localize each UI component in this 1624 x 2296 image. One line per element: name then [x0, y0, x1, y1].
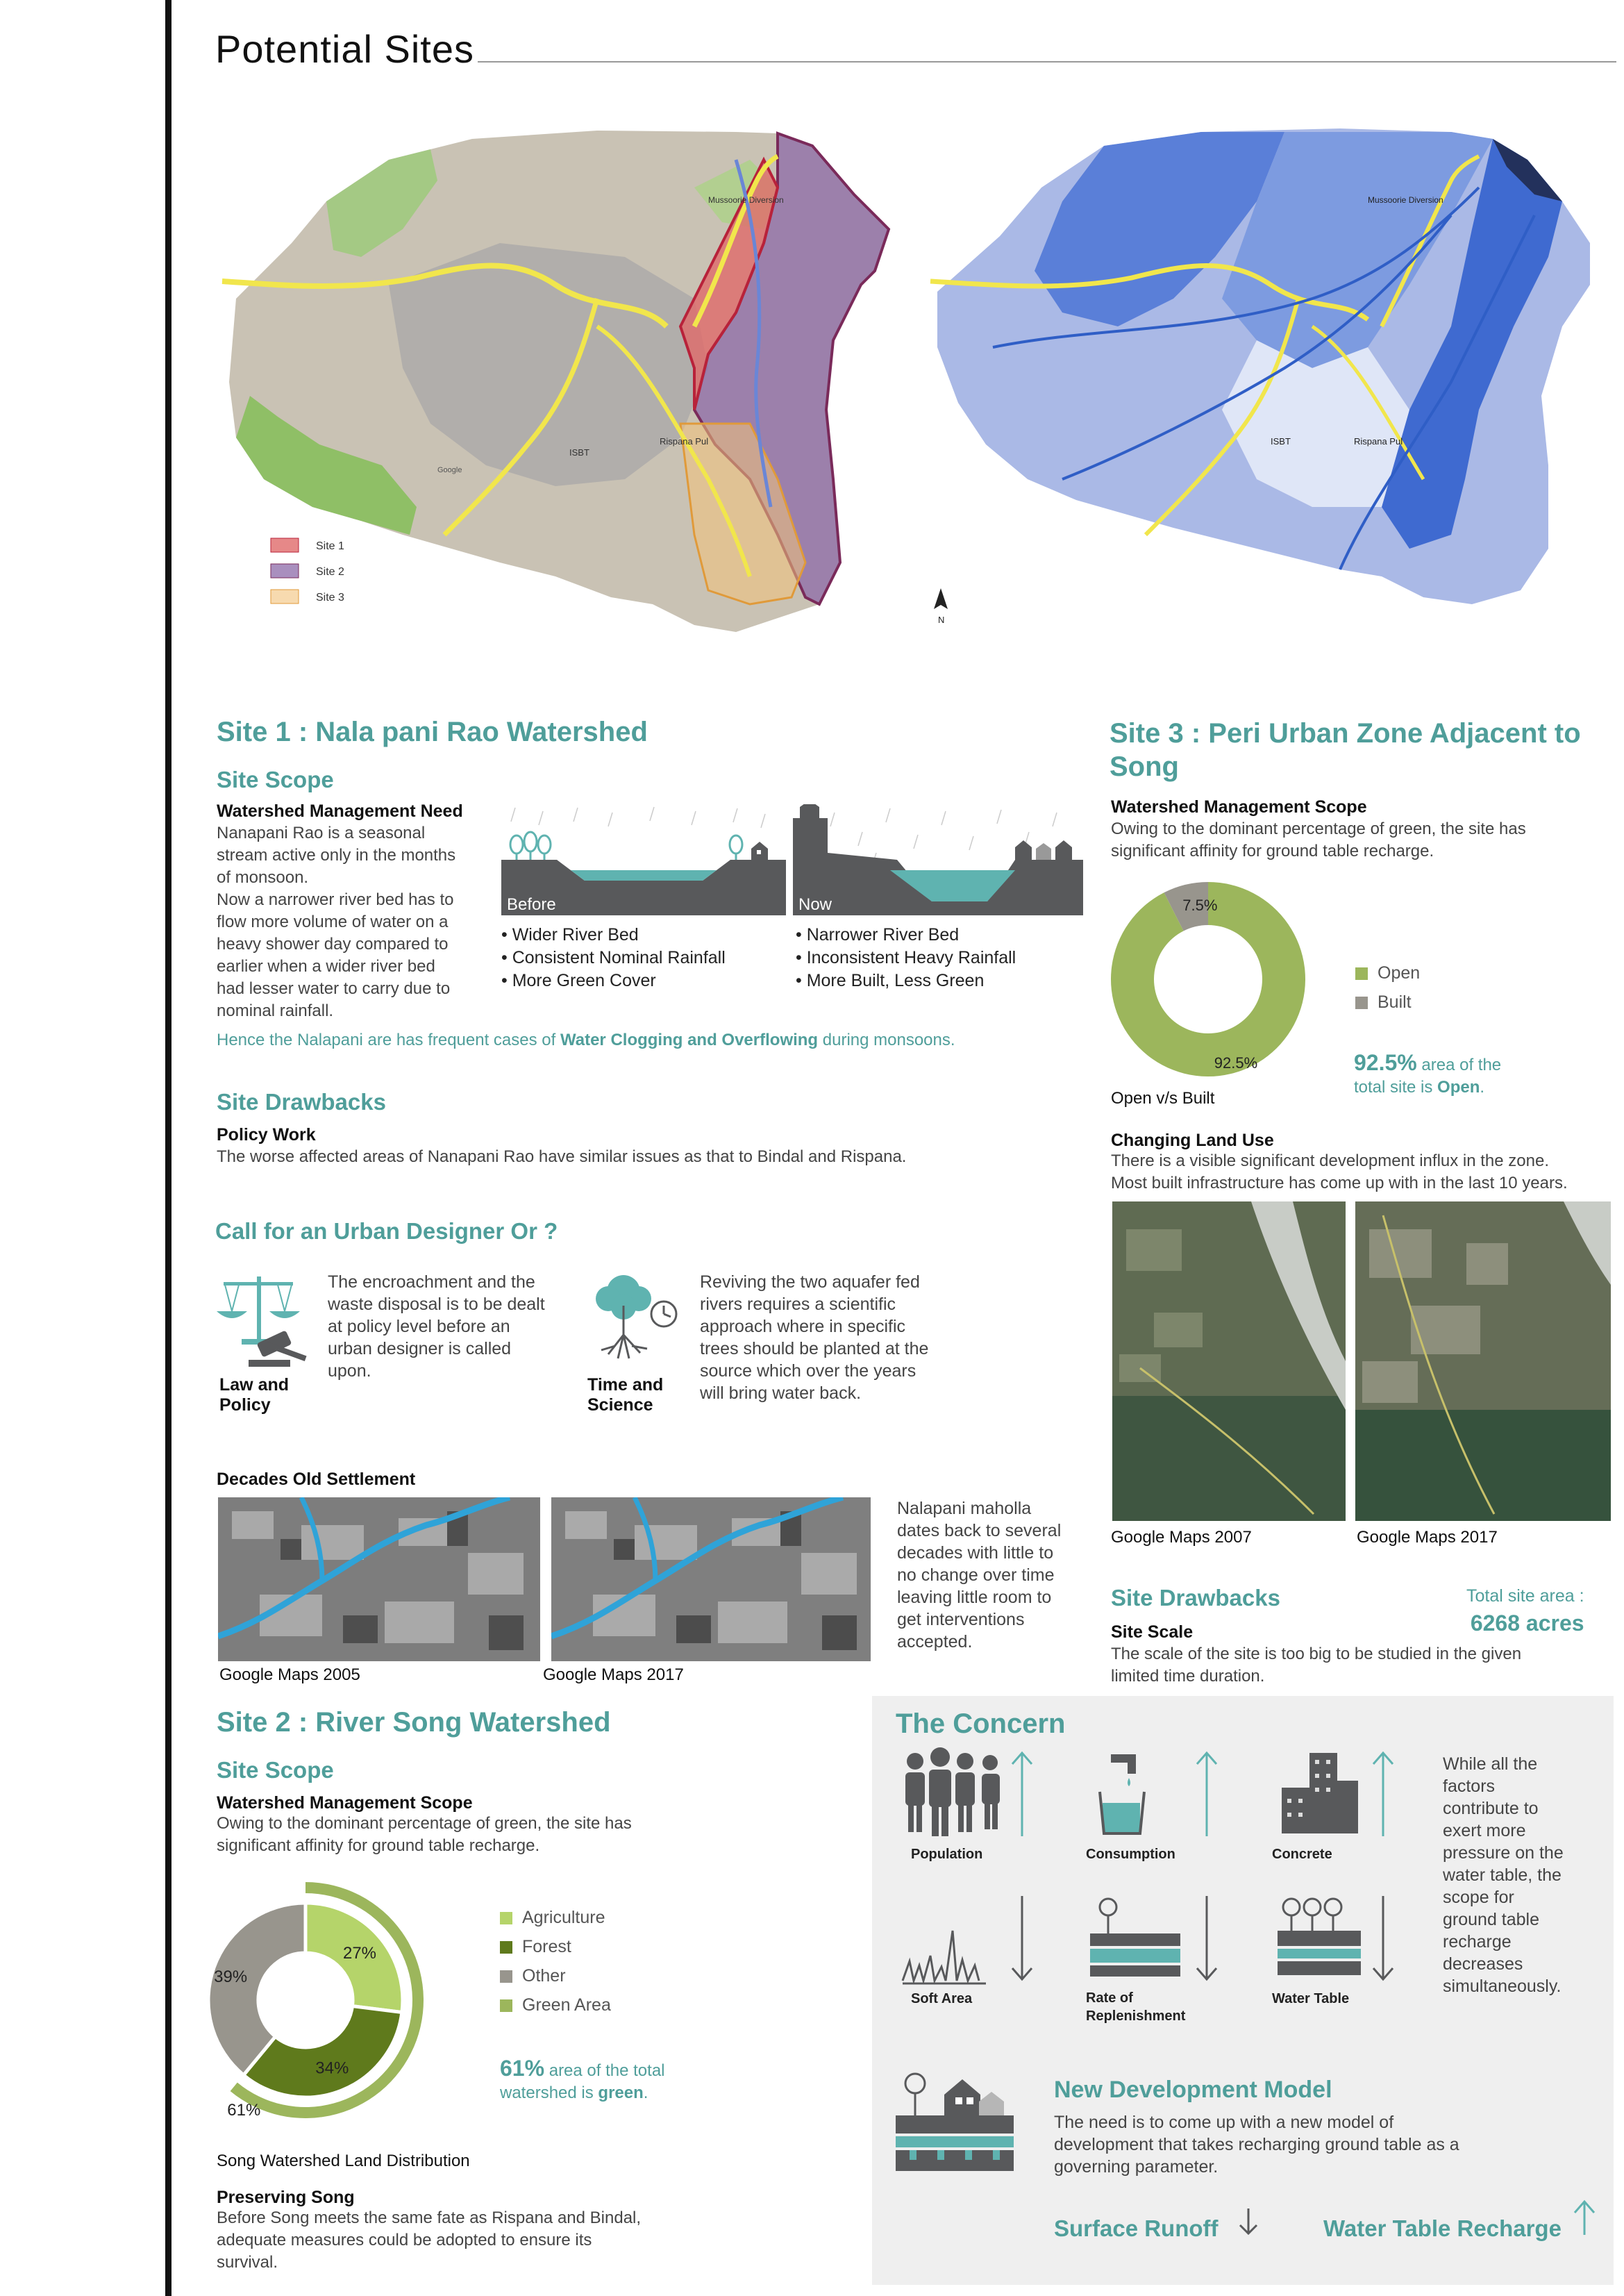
label-built: 7.5%	[1182, 897, 1218, 915]
open-built-caption: Open v/s Built	[1111, 1089, 1215, 1108]
site-location-map	[208, 118, 910, 646]
decades-line: dates back to several	[897, 1521, 1062, 1540]
map-label-isbt: ISBT	[569, 447, 589, 458]
scale-line: limited time duration.	[1111, 1667, 1265, 1686]
time-label	[587, 1375, 663, 1415]
caption-2017: Google Maps 2017	[543, 1665, 684, 1684]
site-2-stat: 61% area of the total watershed is green.	[500, 2056, 665, 2102]
now-house-icon	[800, 804, 1072, 860]
left-border-bar	[165, 0, 171, 2296]
law-line: waste disposal is to be dealt	[328, 1295, 545, 1314]
now-point: • Inconsistent Heavy Rainfall	[796, 948, 1016, 967]
before-tree-icon	[510, 832, 742, 860]
legend-label-site-1: Site 1	[316, 540, 344, 552]
legend-item-built: Built	[1355, 988, 1420, 1017]
caption-2005: Google Maps 2005	[219, 1665, 360, 1684]
preserve-line: survival.	[217, 2253, 278, 2272]
need-line: stream active only in the months	[217, 846, 456, 865]
law-label-line: Law and	[219, 1375, 290, 1395]
landuse-line: There is a visible significant development influx in the zone.	[1111, 1151, 1550, 1170]
scales-gavel-icon	[217, 1270, 314, 1374]
need-line: earlier when a wider river bed	[217, 957, 435, 976]
caption-2007: Google Maps 2007	[1111, 1528, 1252, 1547]
decades-text	[897, 1497, 1105, 1653]
label-agriculture: 27%	[342, 1944, 377, 1963]
law-label-line: Policy	[219, 1395, 271, 1415]
scale-line: The scale of the site is too big to be studied in the given	[1111, 1645, 1522, 1663]
concrete-label: Concrete	[1272, 1847, 1332, 1862]
concern-side-text	[1443, 1753, 1602, 1997]
time-line: Reviving the two aquafer fed	[700, 1272, 920, 1292]
before-label: Before	[507, 895, 556, 914]
page-title: Potential Sites	[215, 27, 474, 71]
decades-line: decades with little to	[897, 1543, 1054, 1563]
model-title: New Development Model	[1054, 2077, 1332, 2103]
decades-line: get interventions	[897, 1610, 1025, 1629]
before-point: • More Green Cover	[501, 971, 656, 990]
mgmt-line: Owing to the dominant percentage of green, the site has	[1111, 820, 1526, 838]
legend-item-agriculture: Agriculture	[500, 1903, 611, 1932]
legend-item-open: Open	[1355, 958, 1420, 988]
surface-runoff-label: Surface Runoff	[1054, 2215, 1219, 2241]
time-label-line: Time and	[587, 1375, 664, 1395]
side-line: contribute to	[1443, 1799, 1539, 1818]
legend-label-site-2: Site 2	[316, 566, 344, 578]
time-text	[700, 1271, 964, 1404]
stat-value: 61%	[500, 2056, 545, 2081]
label-green-area: 61%	[227, 2100, 261, 2120]
north-arrow-icon	[930, 587, 951, 629]
map-label-mussoorie: Mussoorie Diversion	[708, 195, 784, 205]
site-2-mgmt-text	[217, 1813, 632, 1857]
song-land-distribution-chart	[208, 1868, 486, 2146]
law-line: urban designer is called	[328, 1339, 512, 1358]
song-chart-legend	[500, 1903, 611, 2020]
time-label-line: Science	[587, 1395, 653, 1415]
mgmt-line: significant affinity for ground table recharge.	[1111, 842, 1434, 860]
label-forest: 34%	[315, 2058, 349, 2078]
need-line: nominal rainfall.	[217, 1001, 334, 1020]
site-3-title-line: Site 3 : Peri Urban Zone Adjacent to	[1110, 718, 1581, 749]
site-1-drawbacks-heading: Site Drawbacks	[217, 1089, 386, 1115]
decades-line: accepted.	[897, 1632, 973, 1652]
caption-2017-site3: Google Maps 2017	[1357, 1528, 1498, 1547]
watershed-label-mussoorie: Mussoorie Diversion	[1368, 195, 1443, 205]
site-scale-text	[1111, 1643, 1521, 1688]
site-2-title: Site 2 : River Song Watershed	[217, 1707, 611, 1738]
preserve-heading: Preserving Song	[217, 2188, 355, 2207]
site-2-mgmt-heading: Watershed Management Scope	[217, 1793, 473, 1813]
decades-line: leaving little room to	[897, 1588, 1052, 1607]
side-line: water table, the	[1443, 1865, 1562, 1885]
svg-text:N: N	[938, 615, 945, 625]
label-open: 92.5%	[1214, 1054, 1258, 1072]
site-3-title-line: Song	[1110, 751, 1179, 782]
soft-area-icon	[896, 1889, 1055, 1993]
mgmt-line: Owing to the dominant percentage of green, the site has	[217, 1814, 632, 1833]
consumption-icon	[1083, 1746, 1236, 1857]
now-label: Now	[798, 895, 832, 914]
preserve-text	[217, 2207, 641, 2274]
stat-value: 92.5%	[1354, 1050, 1417, 1075]
total-area-value: 6268 acres	[1470, 1611, 1584, 1636]
watershed-label-isbt: ISBT	[1271, 436, 1291, 447]
site-3-mgmt-heading: Watershed Management Scope	[1111, 797, 1367, 817]
time-line: will bring water back.	[700, 1383, 862, 1403]
replenishment-label	[1086, 1989, 1185, 2025]
label-other: 39%	[214, 1967, 248, 1986]
call-heading: Call for an Urban Designer Or ?	[215, 1218, 558, 1244]
now-points	[796, 924, 1016, 992]
landuse-line: Most built infrastructure has come up with in the last 10 years.	[1111, 1174, 1568, 1192]
law-line: upon.	[328, 1361, 371, 1381]
water-table-recharge-label: Water Table Recharge	[1323, 2215, 1562, 2241]
landuse-heading: Changing Land Use	[1111, 1131, 1274, 1150]
decades-heading: Decades Old Settlement	[217, 1470, 416, 1489]
concern-title: The Concern	[896, 1708, 1066, 1739]
legend-swatch-site-1	[271, 538, 299, 552]
replenishment-icon	[1083, 1889, 1236, 1993]
site-1-scope-heading: Site Scope	[217, 767, 334, 792]
site-1-policy-heading: Policy Work	[217, 1125, 316, 1145]
site-3-drawbacks-heading: Site Drawbacks	[1111, 1585, 1280, 1611]
legend-label-site-3: Site 3	[316, 592, 344, 604]
time-line: source which over the years	[700, 1361, 916, 1381]
legend-item-green-area: Green Area	[500, 1990, 611, 2020]
site-1-need-heading: Watershed Management Need	[217, 801, 463, 821]
need-line: Nanapani Rao is a seasonal	[217, 824, 426, 842]
periurban-satellite-2007	[1112, 1201, 1346, 1521]
water-table-icon	[1271, 1889, 1430, 1993]
legend-swatch-site-2	[271, 564, 299, 578]
site-1-title: Site 1 : Nala pani Rao Watershed	[217, 717, 648, 747]
preserve-line: Before Song meets the same fate as Rispana and Bindal,	[217, 2208, 642, 2227]
legend-swatch-site-3	[271, 590, 299, 604]
now-point: • Narrower River Bed	[796, 925, 960, 945]
arrow-up-icon	[1571, 2197, 1598, 2239]
model-line: The need is to come up with a new model of	[1054, 2113, 1394, 2132]
model-line: governing parameter.	[1054, 2157, 1219, 2177]
law-text	[328, 1271, 578, 1382]
site-2-scope-heading: Site Scope	[217, 1757, 334, 1783]
total-area	[1466, 1586, 1584, 1636]
need-line: flow more volume of water on a	[217, 913, 449, 931]
song-chart-caption: Song Watershed Land Distribution	[217, 2152, 470, 2170]
side-line: factors	[1443, 1777, 1496, 1796]
map-label-google: Google	[437, 466, 462, 474]
legend-item-other: Other	[500, 1961, 611, 1990]
population-icon	[896, 1746, 1035, 1857]
side-line: pressure on the	[1443, 1843, 1564, 1863]
preserve-line: adequate measures could be adopted to ensure its	[217, 2231, 592, 2249]
site-1-hence-text: Hence the Nalapani are has frequent cases of Water Clogging and Overflowing during monsoons.	[217, 1031, 955, 1049]
side-line: exert more	[1443, 1821, 1526, 1840]
before-water	[571, 870, 717, 881]
law-line: The encroachment and the	[328, 1272, 535, 1292]
model-line: development that takes recharging ground table as a	[1054, 2135, 1459, 2154]
population-label: Population	[911, 1847, 983, 1862]
open-built-legend	[1355, 958, 1420, 1017]
need-line: heavy shower day compared to	[217, 935, 449, 954]
replenishment-line: Rate of	[1086, 1990, 1133, 2006]
site-scale-heading: Site Scale	[1111, 1622, 1194, 1642]
rain-lines	[511, 807, 1057, 867]
site-1-need-text	[217, 822, 494, 1022]
decades-line: Nalapani maholla	[897, 1499, 1032, 1518]
total-area-label: Total site area :	[1466, 1586, 1584, 1606]
watershed-map	[923, 118, 1611, 646]
mgmt-line: significant affinity for ground table recharge.	[217, 1836, 540, 1855]
time-line: approach where in specific	[700, 1317, 905, 1336]
before-now-illustration	[501, 804, 1085, 915]
now-point: • More Built, Less Green	[796, 971, 985, 990]
title-rule	[478, 61, 1616, 63]
nalapani-satellite-2017	[551, 1497, 871, 1661]
site-3-mgmt-text	[1111, 818, 1526, 863]
decades-line: no change over time	[897, 1565, 1055, 1585]
consumption-label: Consumption	[1086, 1847, 1175, 1862]
need-line: Now a narrower river bed has to	[217, 890, 454, 909]
site-3-stat: 92.5% area of the total site is Open.	[1354, 1050, 1502, 1097]
watershed-label-rispana: Rispana Pul	[1354, 436, 1403, 447]
legend-item-forest: Forest	[500, 1932, 611, 1961]
law-line: at policy level before an	[328, 1317, 510, 1336]
side-line: ground table	[1443, 1910, 1540, 1929]
time-line: trees should be planted at the	[700, 1339, 929, 1358]
water-table-label: Water Table	[1272, 1991, 1350, 2006]
model-text	[1054, 2111, 1459, 2178]
site-3-title	[1110, 717, 1581, 783]
side-line: scope for	[1443, 1888, 1514, 1907]
side-line: simultaneously.	[1443, 1977, 1562, 1996]
before-point: • Consistent Nominal Rainfall	[501, 948, 726, 967]
before-points	[501, 924, 726, 992]
open-built-chart	[1104, 875, 1312, 1083]
side-line: decreases	[1443, 1954, 1523, 1974]
time-line: rivers requires a scientific	[700, 1295, 896, 1314]
periurban-satellite-2017	[1355, 1201, 1611, 1521]
tree-clock-icon	[587, 1271, 685, 1368]
law-label	[219, 1375, 289, 1415]
replenishment-line: Replenishment	[1086, 2008, 1186, 2024]
side-line: recharge	[1443, 1932, 1512, 1952]
landuse-text	[1111, 1150, 1568, 1195]
nalapani-satellite-2005	[218, 1497, 540, 1661]
before-point: • Wider River Bed	[501, 925, 639, 945]
soft-area-label: Soft Area	[911, 1991, 973, 2006]
site-1-policy-text: The worse affected areas of Nanapani Rao have similar issues as that to Bindal and Rispana.	[217, 1147, 907, 1166]
new-development-icon	[896, 2067, 1021, 2185]
arrow-down-icon	[1234, 2204, 1262, 2239]
side-line: While all the	[1443, 1754, 1538, 1774]
need-line: had lesser water to carry due to	[217, 979, 451, 998]
concrete-icon	[1271, 1746, 1430, 1857]
need-line: of monsoon.	[217, 868, 309, 887]
map-label-rispana: Rispana Pul	[660, 436, 709, 447]
